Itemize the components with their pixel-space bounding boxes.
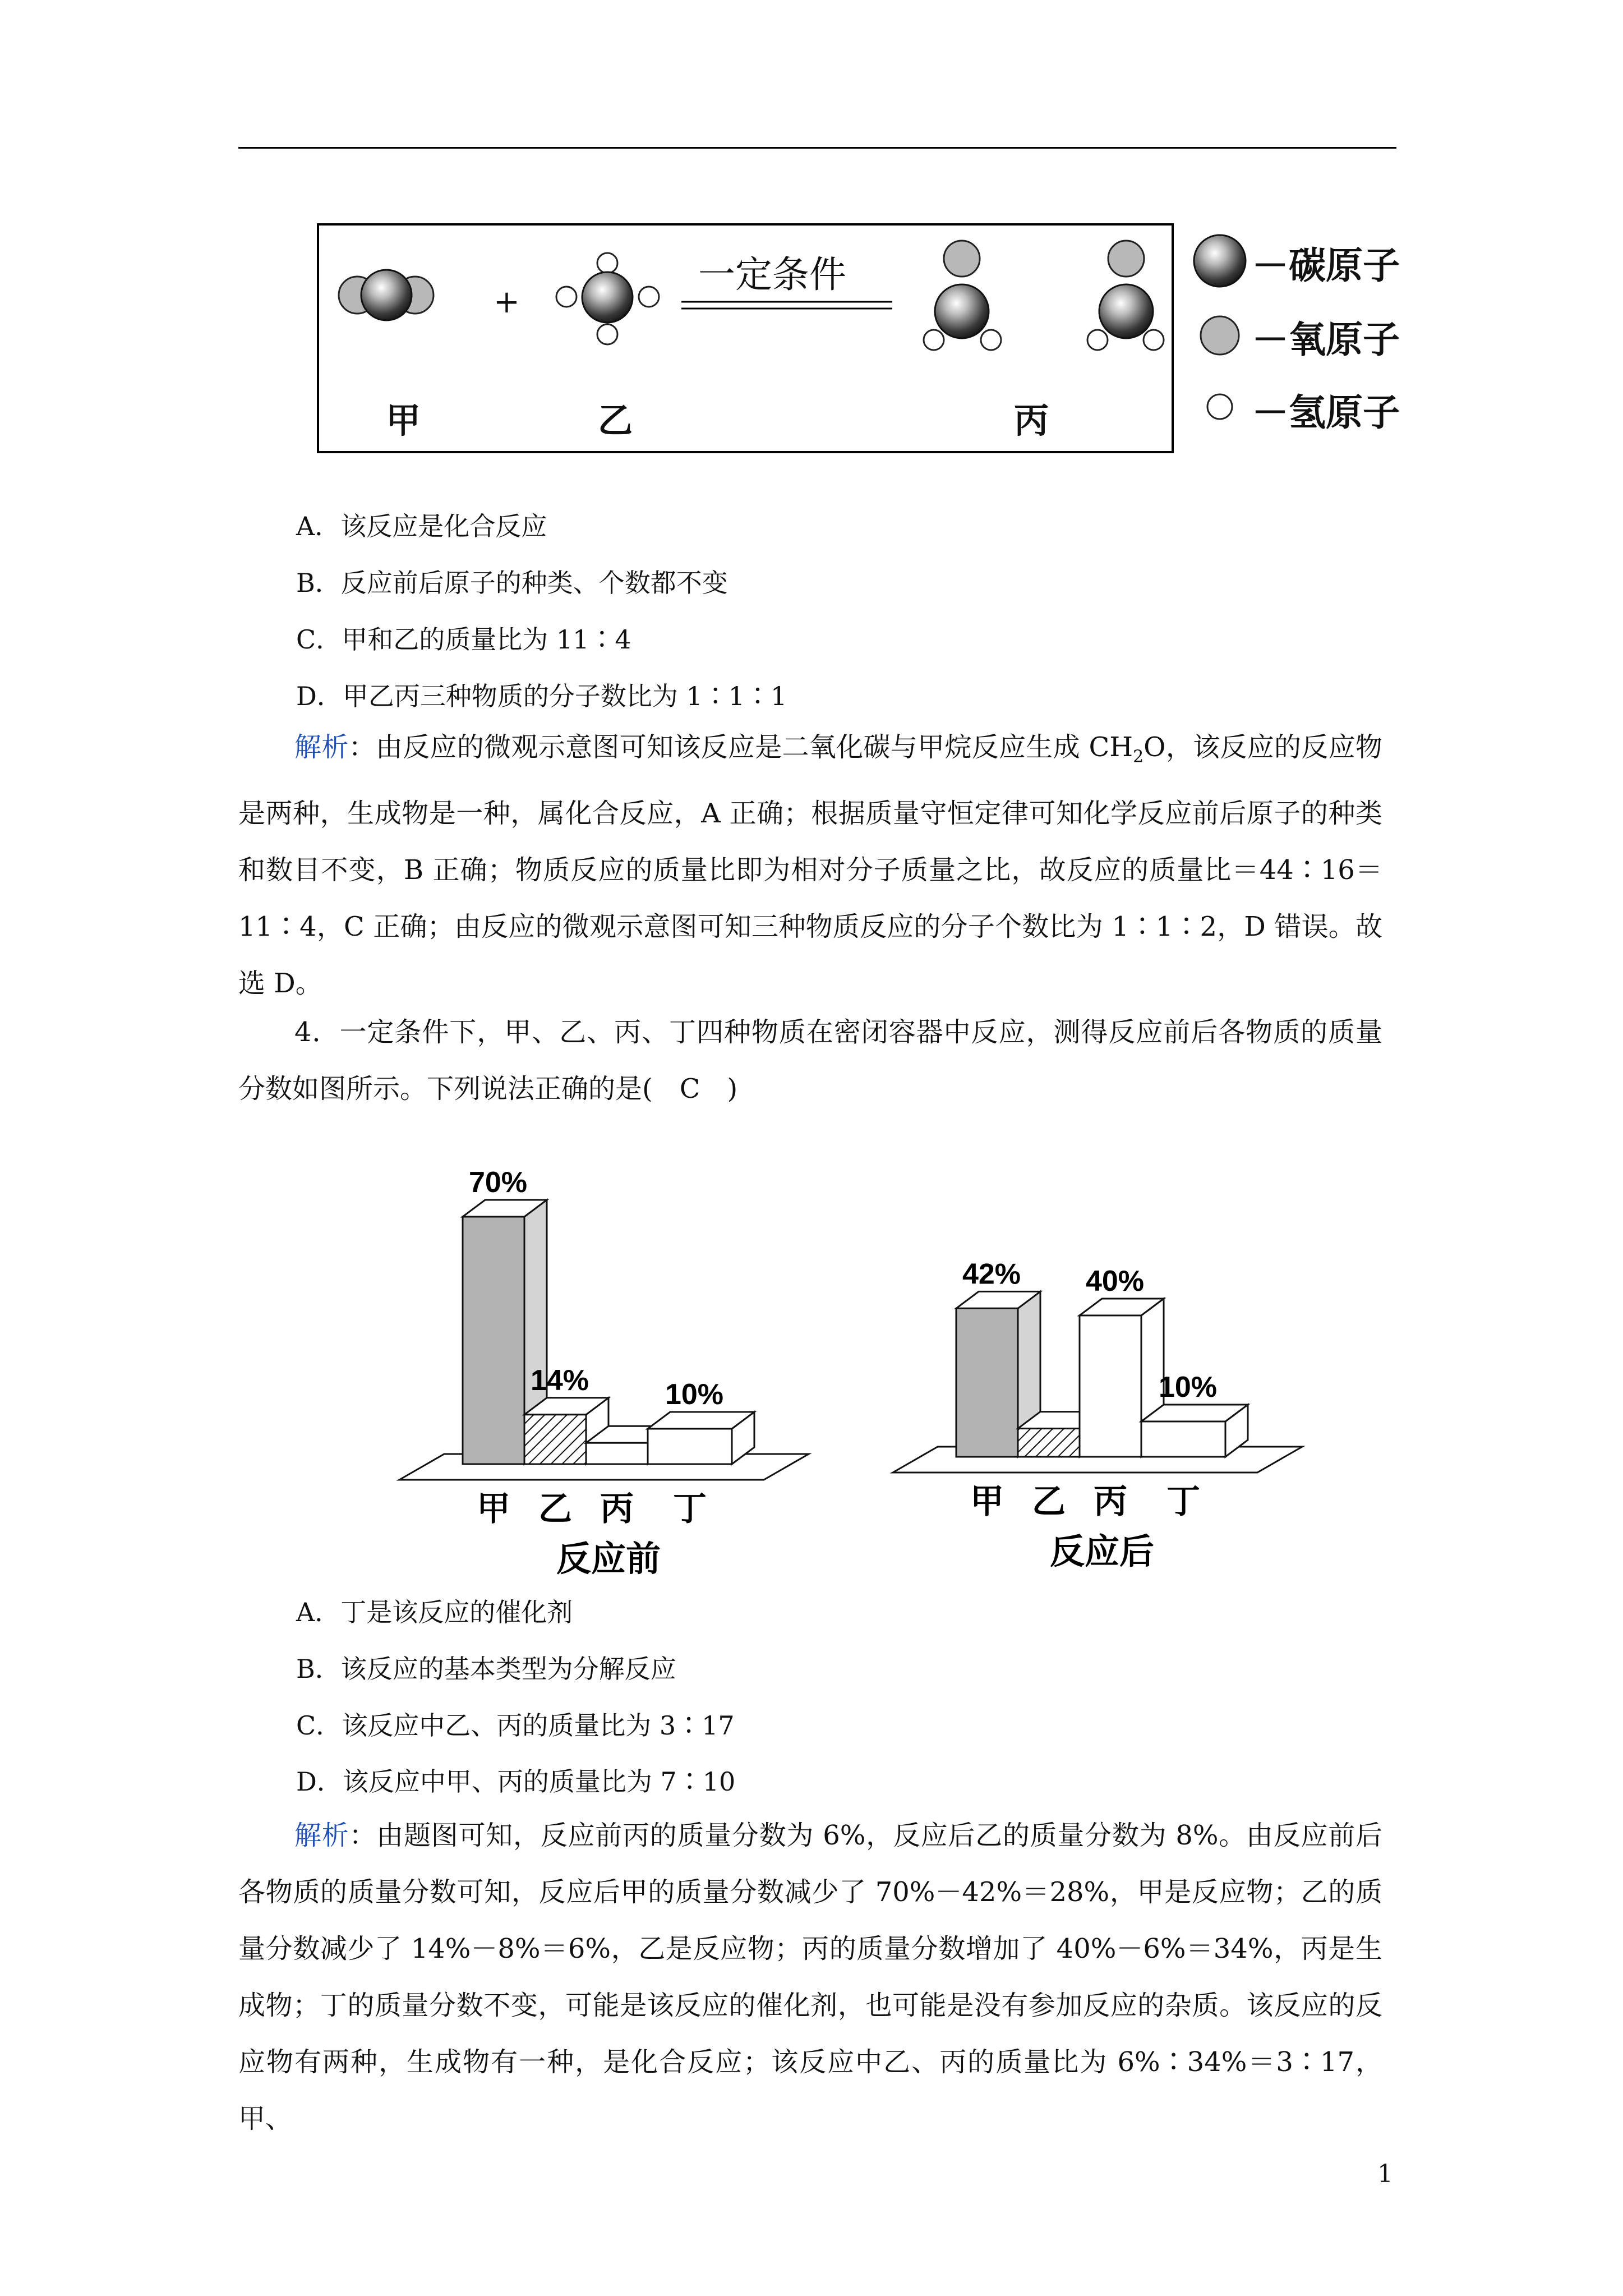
reaction-plus: + (494, 284, 520, 320)
chart-before (399, 1166, 809, 1579)
bar-front (586, 1443, 648, 1464)
q4-analysis (238, 1807, 1382, 2147)
q3-option-d: D．甲乙丙三种物质的分子数比为 1∶1∶1 (296, 681, 787, 711)
chart-after (893, 1258, 1302, 1572)
bar-data-label: 42% (962, 1258, 1021, 1291)
q3-analysis-text-1: ：由反应的微观示意图可知该反应是二氧化碳与甲烷反应生成 CH (348, 731, 1133, 763)
header-rule (238, 147, 1396, 149)
bar-data-label: 14% (530, 1364, 589, 1397)
ch2o-molecule-icon (924, 241, 1001, 350)
hydrogen-atom-icon (1207, 394, 1232, 419)
carbon-atom-icon (1194, 235, 1246, 287)
bar-丁 (1141, 1405, 1248, 1457)
q4-option-d: D．该反应中甲、丙的质量比为 7∶10 (296, 1766, 736, 1797)
bar-front (648, 1429, 732, 1464)
category-label: 丙 (1094, 1482, 1127, 1521)
bar-data-label: 10% (1158, 1371, 1218, 1404)
ch2o-molecule-icon (1087, 241, 1164, 350)
legend-icons (1189, 224, 1256, 432)
category-label: 丁 (1166, 1482, 1200, 1521)
category-label: 丁 (673, 1489, 707, 1529)
bar-data-label: 10% (665, 1378, 724, 1411)
bar-front (1141, 1421, 1225, 1457)
legend-hydrogen: －氢原子 (1252, 391, 1400, 434)
reactant-a-label: 甲 (386, 400, 421, 441)
bar-front (463, 1217, 524, 1464)
legend-carbon: －碳原子 (1252, 244, 1400, 287)
bar-front (1080, 1315, 1141, 1457)
category-label: 乙 (538, 1489, 572, 1529)
category-label: 乙 (1032, 1482, 1066, 1521)
category-label: 甲 (477, 1489, 510, 1529)
chart-title: 反应前 (556, 1538, 661, 1579)
category-label: 甲 (970, 1482, 1004, 1521)
q3-option-c: C．甲和乙的质量比为 11∶4 (296, 624, 631, 655)
q4-option-b: B．该反应的基本类型为分解反应 (296, 1654, 676, 1684)
bar-data-label: 40% (1085, 1265, 1145, 1297)
q3-analysis-sub: 2 (1133, 747, 1144, 767)
co2-molecule-icon (339, 270, 434, 320)
bar-丁 (648, 1412, 754, 1464)
q4-stem-text: 4．一定条件下，甲、乙、丙、丁四种物质在密闭容器中反应，测得反应前后各物质的质量分数如图所示。下列说法正确的是( C ) (238, 1016, 1382, 1105)
page-number: 1 (1377, 2160, 1393, 2188)
q3-option-a: A．该反应是化合反应 (296, 511, 547, 541)
q4-analysis-text: ：由题图可知，反应前丙的质量分数为 6%，反应后乙的质量分数为 8%。由反应前后各物质的质量分数可知，反应后甲的质量分数减少了 70%－42%＝28%，甲是反应物；乙的质量分数减少了 14%－8%＝6%，乙是反应物；丙的质量分数增加了 40%－6%＝34%，丙是生成物；丁的质量分数不变，可能是该反应的催化剂，也可能是没有参加反应的杂质。该反应的反应物有两种，生成物有一种，是化合反应；该反应中乙、丙的质量比为 6%∶34%＝3∶17，甲、 (238, 1820, 1382, 2134)
reactant-b-label: 乙 (598, 400, 633, 441)
q4-analysis-label: 解析 (294, 1820, 349, 1851)
bar-front (956, 1308, 1018, 1457)
bar-front (1018, 1429, 1080, 1457)
bar-front (524, 1415, 586, 1464)
product-label: 丙 (1014, 400, 1049, 441)
q3-option-b: B．反应前后原子的种类、个数都不变 (296, 568, 728, 598)
q3-analysis-label: 解析 (294, 731, 349, 763)
chart-title: 反应后 (1049, 1531, 1155, 1572)
q4-stem (238, 1004, 1382, 1117)
reaction-condition: 一定条件 (698, 253, 846, 296)
q4-option-a: A．丁是该反应的催化剂 (296, 1597, 573, 1627)
legend-oxygen: －氧原子 (1252, 318, 1400, 361)
category-label: 丙 (600, 1489, 634, 1529)
bar-data-label: 70% (468, 1166, 528, 1199)
ch4-molecule-icon (556, 253, 659, 344)
q3-analysis (238, 719, 1382, 1012)
q3-analysis-text-2: O，该反应的反应物是两种，生成物是一种，属化合反应，A 正确；根据质量守恒定律可知化学反应前后原子的种类和数目不变，B 正确；物质反应的质量比即为相对分子质量之比，故反应的质量比＝44∶16＝11∶4，C 正确；由反应的微观示意图可知三种物质反应的分子个数比为 1∶1∶2，D 错误。故选 D。 (238, 731, 1382, 999)
q4-option-c: C．该反应中乙、丙的质量比为 3∶17 (296, 1710, 735, 1741)
oxygen-atom-icon (1201, 316, 1239, 355)
mass-fraction-charts (393, 1122, 1346, 1582)
